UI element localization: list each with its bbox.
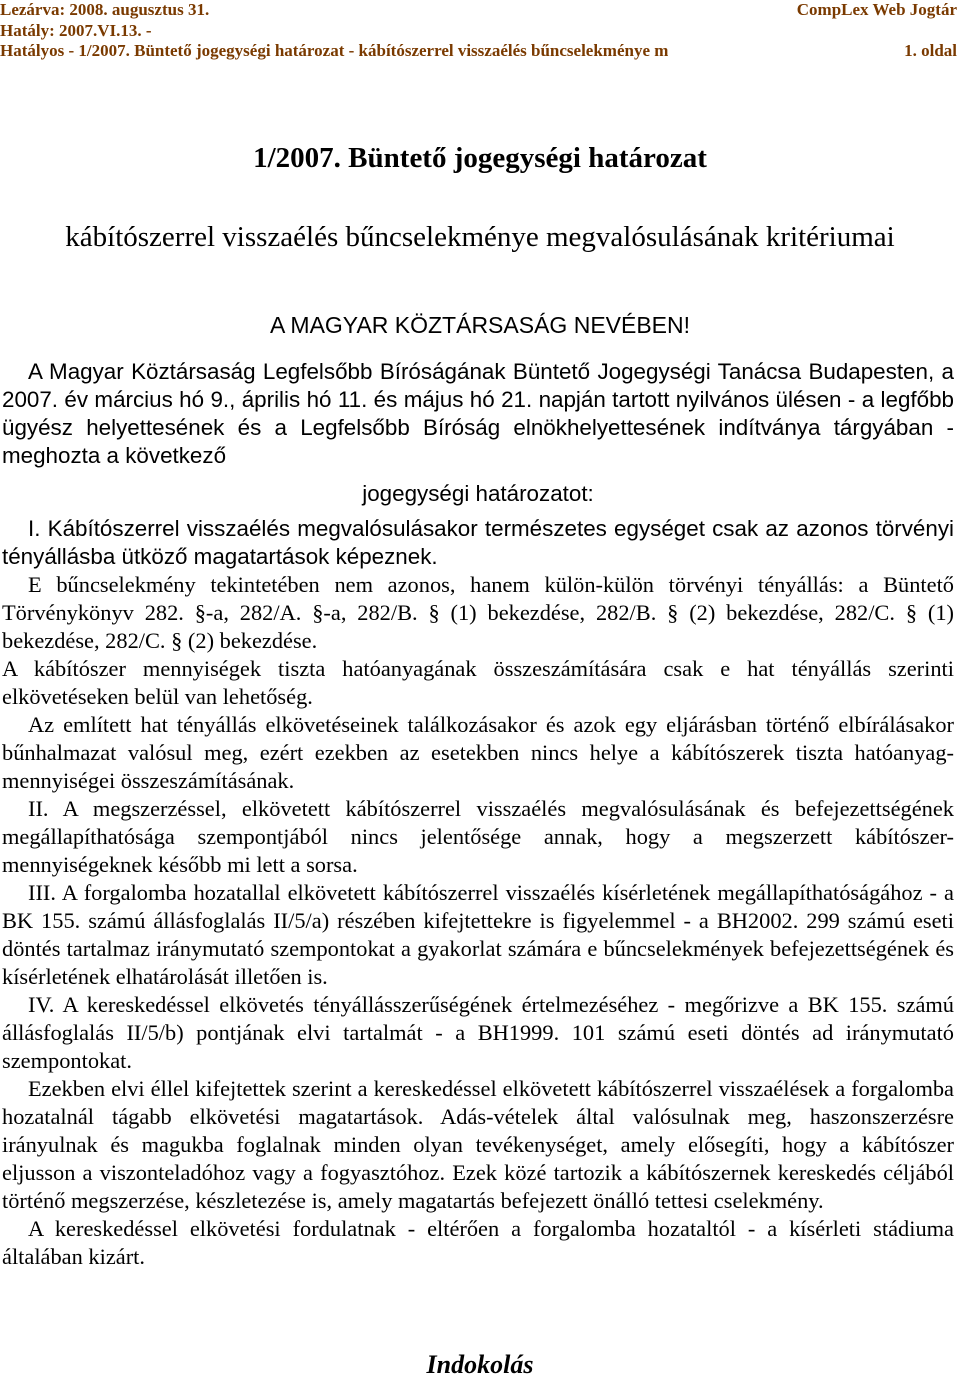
effective-date-label: Hatály: 2007.VI.13. - [0, 21, 152, 40]
paragraph-2: E bűncselekmény tekintetében nem azonos, hanem külön-külön törvényi tényállás: a Büntető Törvénykönyv 282. §-a, 282/A. §-a, 282/B. § (1) bekezdése, 282/B. § (2) bekezdése, 282/C. § (1) bekezdése, 282/C. § (2) bekezdése. [2, 572, 954, 653]
paragraph-6: III. A forgalomba hozatallal elkövetett kábítószerrel visszaélés kísérletének megállapíthatóságához - a BK 155. számú állásfoglalás II/5/a) részében kifejtettekre is figyelemmel - a BH2002. 299 számú eseti döntés tartalmaz iránymutató szempontokat a gyakorlat számára e bűncselekmények befejezettségének és kísérletének elhatárolását illetően is. [2, 880, 954, 989]
intro-part-b: napján tartott nyilvános ülésen - a legfőbb ügyész helyettesének és a Legfelsőbb Bíróság elnökhelyettesének indítványa tárgyában - meghozta a következő [2, 387, 954, 468]
paragraph-1: I. Kábítószerrel visszaélés megvalósulásakor természetes egységet csak az azonos törvényi tényállásba ütköző magatartások képeznek. [2, 516, 954, 569]
header-row-2 [0, 21, 960, 41]
decision-heading: jogegységi határozatot: [362, 481, 594, 506]
invocation: A MAGYAR KÖZTÁRSASÁG NEVÉBEN! [269, 312, 691, 338]
paragraph-8: Ezekben elvi éllel kifejtettek szerint a kereskedéssel elkövetett kábítószerrel visszaélések a forgalomba hozatalnál tágabb elkövetési magatartások. Adás-vételek által valósulnak meg, haszonszerzésre irányulnak és magukba foglalnak minden olyan tevékenységet, amely elősegíti, hogy a kábítószer eljusson a viszonteladóhoz vagy a fogyasztóhoz. Ezek közé tartozik a kábítószernek kereskedés céljából történő megszerzése, készletezése is, amely magatartás befejezett önálló tettesi cselekmény. [2, 1076, 954, 1213]
paragraph-5: II. A megszerzéssel, elkövetett kábítószerrel visszaélés megvalósulásának és befejezettségének megállapíthatósága szempontjából nincs jelentősége annak, hogy a megszerzett kábítószer-mennyiségeknek később mi lett a sorsa. [2, 796, 954, 877]
document-subtitle: kábítószerrel visszaélés bűncselekménye megvalósulásának kritériumai [65, 221, 895, 253]
document-body [2, 358, 954, 1271]
page-number: 1. oldal [904, 41, 957, 60]
intro-paragraph [2, 358, 954, 470]
reasoning-heading: Indokolás [426, 1350, 534, 1379]
paragraph-3: A kábítószer mennyiségek tiszta hatóanyagának összeszámítására csak e hat tényállás szerinti elkövetéseken belül van lehetőség. [2, 656, 954, 709]
closed-date-label: Lezárva: 2008. augusztus 31. [0, 0, 210, 19]
document-running-title: Hatályos - 1/2007. Büntető jogegységi határozat - kábítószerrel visszaélés bűncselekménye m [0, 41, 669, 60]
document-title: 1/2007. Büntető jogegységi határozat [253, 142, 707, 174]
header-row-3 [0, 41, 960, 66]
header-row-1 [0, 0, 960, 20]
paragraph-7: IV. A kereskedéssel elkövetés tényállásszerűségének értelmezéséhez - megőrizve a BK 155. számú állásfoglalás II/5/b) pontjának elvi tartalmát - a BH1999. 101 számú eseti döntés ad iránymutató szempontokat. [2, 992, 954, 1073]
intro-part-a: A Magyar Köztársaság Legfelsőbb Bíróságának Büntető Jogegységi Tanácsa Budapesten, a 2007. év március hó 9., április hó 11. és május hó 21. [2, 359, 954, 412]
paragraph-9: A kereskedéssel elkövetési fordulatnak - eltérően a forgalomba hozataltól - a kísérleti stádiuma általában kizárt. [2, 1216, 954, 1269]
paragraph-4: Az említett hat tényállás elkövetéseinek találkozásakor és azok egy eljárásban történő elbírálásakor bűnhalmazat valósul meg, ezért ezekben az esetekben nincs helye a kábítószerek tiszta hatóanyag-mennyiségei összeszámításának. [2, 712, 954, 793]
publisher-name: CompLex Web Jogtár [796, 0, 957, 19]
